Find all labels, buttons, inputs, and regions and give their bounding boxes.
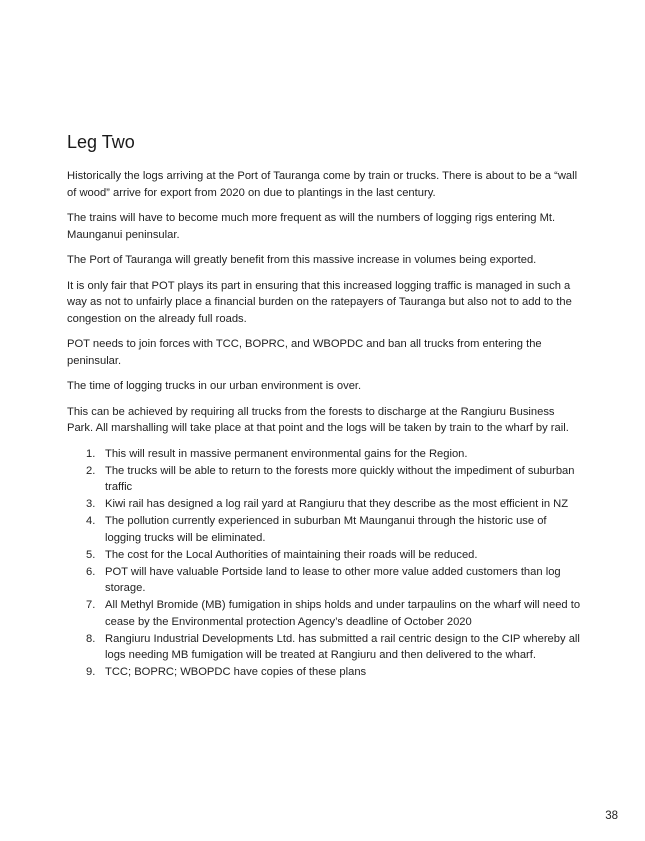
list-item-number: 9. <box>86 666 96 678</box>
paragraph-trains: The trains will have to become much more frequent as will the numbers of logging rigs entering Mt. Maunganui peninsular. <box>67 212 556 241</box>
list-item-number: 6. <box>86 565 96 578</box>
list-item-text: All Methyl Bromide (MB) fumigation in ships holds and under tarpaulins on the wharf will need to cease by the Environmental protection Agency’s deadline of October 2020 <box>105 599 581 628</box>
section-heading: Leg Two <box>67 132 135 152</box>
list-item-number: 7. <box>86 599 96 611</box>
list-item-text: This will result in massive permanent environmental gains for the Region. <box>105 447 468 460</box>
list-item-number: 8. <box>86 632 96 645</box>
list-item-text: The cost for the Local Authorities of maintaining their roads will be reduced. <box>105 548 478 561</box>
paragraph-join-forces: POT needs to join forces with TCC, BOPRC, and WBOPDC and ban all trucks from entering the peninsular. <box>67 338 542 367</box>
list-item <box>67 597 581 630</box>
paragraph-rangiuru: This can be achieved by requiring all trucks from the forests to discharge at the Rangiuru Business Park. All marshalling will take place at that point and the logs will be taken by train to the wharf by rail. <box>67 405 569 434</box>
list-item <box>67 564 581 597</box>
page-number: 38 <box>605 810 618 822</box>
list-item-text: Kiwi rail has designed a log rail yard at Rangiuru that they describe as the most efficient in NZ <box>105 498 569 510</box>
paragraph-fair-share: It is only fair that POT plays its part in ensuring that this increased logging traffic is managed in such a way as not to unfairly place a financial burden on the ratepayers of Tauranga but also not to add to the congestion on the already full roads. <box>67 279 572 325</box>
list-item-number: 2. <box>86 464 96 477</box>
list-item-text: TCC; BOPRC; WBOPDC have copies of these plans <box>105 666 367 678</box>
list-item-text: Rangiuru Industrial Developments Ltd. has submitted a rail centric design to the CIP whereby all logs needing MB fumigation will be treated at Rangiuru and then delivered to the wharf. <box>105 632 580 661</box>
page-content <box>67 130 581 681</box>
list-item-text: The pollution currently experienced in suburban Mt Maunganui through the historic use of logging trucks will be eliminated. <box>105 515 547 544</box>
list-item-number: 5. <box>86 548 96 561</box>
list-item <box>67 496 581 513</box>
paragraph-history: Historically the logs arriving at the Port of Tauranga come by train or trucks. There is about to be a “wall of wood” arrive for export from 2020 on due to plantings in the last century. <box>67 170 578 199</box>
list-item <box>67 631 581 664</box>
paragraph-port-benefit: The Port of Tauranga will greatly benefit from this massive increase in volumes being exported. <box>67 254 537 266</box>
list-item-number: 4. <box>86 515 96 527</box>
list-item-number: 1. <box>86 447 96 460</box>
list-item-number: 3. <box>86 498 96 510</box>
paragraph-time-over: The time of logging trucks in our urban environment is over. <box>67 380 362 392</box>
list-item-text: POT will have valuable Portside land to lease to other more value added customers than log storage. <box>105 565 561 594</box>
list-item <box>67 463 581 496</box>
list-item <box>67 446 581 463</box>
list-item <box>67 664 581 681</box>
benefits-list <box>67 446 581 681</box>
list-item <box>67 513 581 546</box>
list-item-text: The trucks will be able to return to the forests more quickly without the impediment of suburban traffic <box>105 464 575 493</box>
list-item <box>67 547 581 564</box>
